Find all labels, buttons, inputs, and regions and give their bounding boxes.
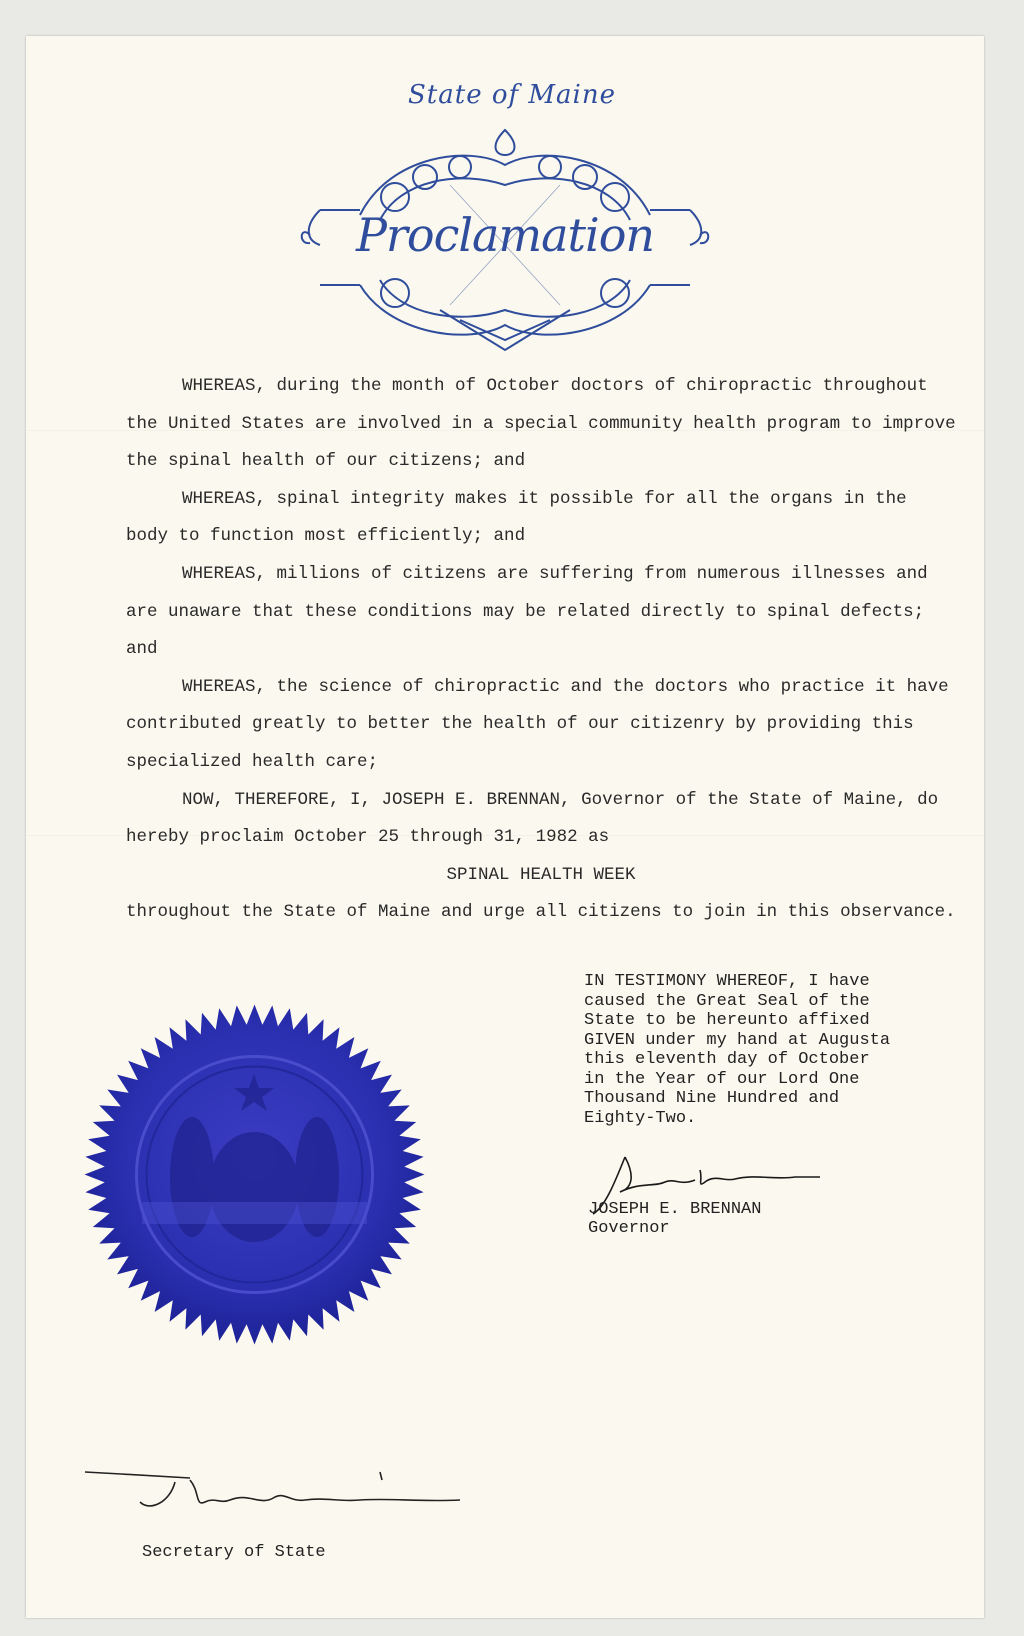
governor-title: Governor bbox=[588, 1219, 670, 1238]
proclaim-paragraph: NOW, THEREFORE, I, JOSEPH E. BRENNAN, Governor of the State of Maine, do hereby proclaim October 25 through 31, 1982 as bbox=[126, 789, 939, 848]
governor-name: JOSEPH E. BRENNAN bbox=[588, 1200, 762, 1219]
whereas-paragraph: WHEREAS, spinal integrity makes it possible for all the organs in the body to function most efficiently; and bbox=[126, 488, 907, 547]
great-seal-icon bbox=[82, 1002, 427, 1347]
proclamation-body bbox=[126, 368, 956, 932]
state-title: State of Maine bbox=[408, 80, 616, 110]
secretary-title: Secretary of State bbox=[142, 1543, 326, 1562]
whereas-paragraph: WHEREAS, during the month of October doctors of chiropractic throughout the United States are involved in a special community health program to improve the spinal health of our citizens; and bbox=[126, 376, 956, 472]
emblem-label: Proclamation bbox=[355, 208, 655, 262]
whereas-paragraph: WHEREAS, the science of chiropractic and the doctors who practice it have contributed greatly to better the health of our citizenry by providing this specialized health care; bbox=[126, 676, 949, 772]
proclaimed-week-title: SPINAL HEALTH WEEK bbox=[446, 864, 636, 885]
secretary-signature bbox=[80, 1462, 470, 1532]
whereas-paragraph: WHEREAS, millions of citizens are suffering from numerous illnesses and are unaware that these conditions may be related directly to spinal defects; and bbox=[126, 563, 928, 660]
closing-paragraph: throughout the State of Maine and urge all citizens to join in this observance. bbox=[126, 902, 956, 923]
testimony-text: IN TESTIMONY WHEREOF, I have caused the Great Seal of the State to be hereunto affixed GIVEN under my hand at Augusta this eleventh day of October in the Year of our Lord One Thousand Nine Hundred and Eighty-Two. bbox=[584, 972, 891, 1128]
